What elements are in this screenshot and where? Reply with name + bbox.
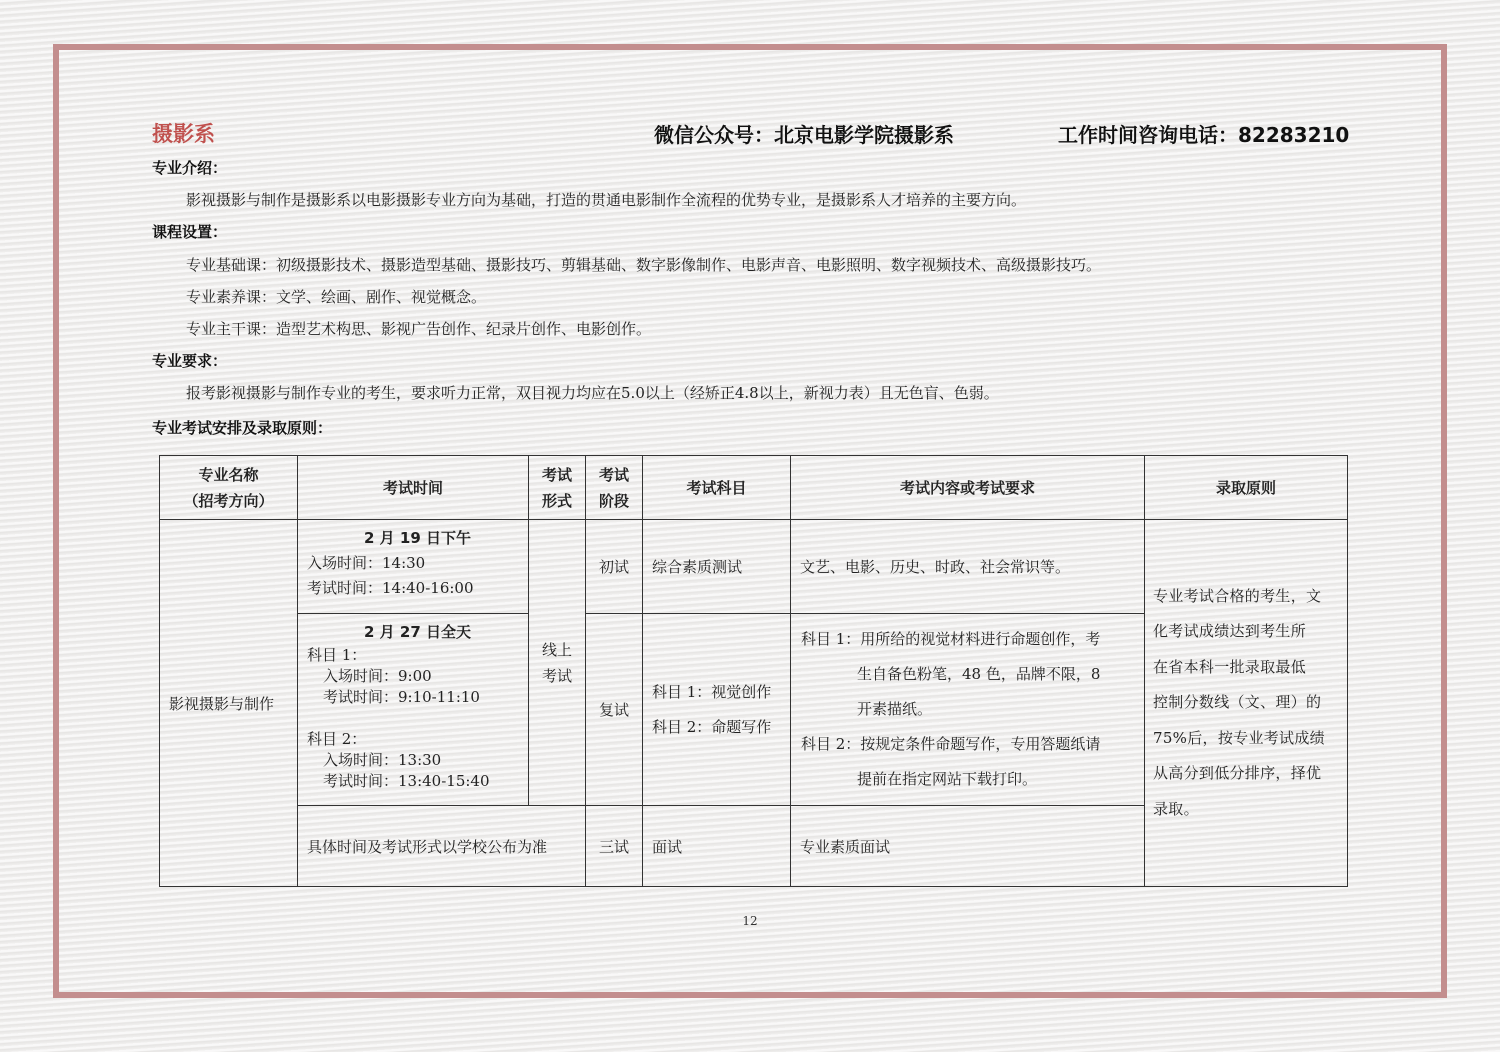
round2-content: 科目 1：用所给的视觉材料进行命题创作，考 生自备色粉笔，48 色，品牌不限，8 开素描纸。 科目 2：按规定条件命题写作，专用答题纸请 提前在指定网站下载打印。 — [791, 614, 1145, 806]
header-content: 考试内容或考试要求 — [791, 456, 1145, 520]
round1-stage: 初试 — [586, 520, 643, 614]
courses-heading: 课程设置： — [152, 223, 228, 241]
round1-time — [298, 520, 529, 614]
round2-subject1-exam: 考试时间：9:10-11:10 — [323, 688, 480, 706]
courses-basic: 专业基础课：初级摄影技术、摄影造型基础、摄影技巧、剪辑基础、数字影像制作、电影声音、电影照明、数字视频技术、高级摄影技巧。 — [186, 256, 1102, 274]
round1-entry: 入场时间：14:30 — [307, 554, 426, 572]
round1-subject: 综合素质测试 — [643, 520, 791, 614]
courses-literacy: 专业素养课：文学、绘画、剧作、视觉概念。 — [186, 288, 487, 306]
round3-subject: 面试 — [643, 806, 791, 887]
header-time: 考试时间 — [298, 456, 529, 520]
round2-subject2-exam: 考试时间：13:40-15:40 — [323, 772, 490, 790]
wechat-account: 微信公众号：北京电影学院摄影系 — [654, 123, 954, 147]
table-row-round1 — [160, 520, 1348, 614]
round3-time-note: 具体时间及考试形式以学校公布为准 — [298, 806, 586, 887]
round2-subject1-label: 科目 1： — [307, 646, 367, 664]
round3-content: 专业素质面试 — [791, 806, 1145, 887]
round2-stage: 复试 — [586, 614, 643, 806]
round1-exam-time: 考试时间：14:40-16:00 — [307, 579, 474, 597]
header-stage: 考试 阶段 — [586, 456, 643, 520]
page-number: 12 — [742, 914, 758, 928]
exam-table — [159, 455, 1348, 887]
consult-phone: 工作时间咨询电话：82283210 — [1058, 123, 1350, 147]
round2-date: 2 月 27 日全天 — [364, 623, 471, 641]
requirements-text: 报考影视摄影与制作专业的考生，要求听力正常，双目视力均应在5.0以上（经矫正4.8以上，新视力表）且无色盲、色弱。 — [186, 384, 999, 402]
round2-subjects: 科目 1：视觉创作 科目 2：命题写作 — [643, 614, 791, 806]
exam-heading: 专业考试安排及录取原则： — [152, 419, 333, 437]
header-subject: 考试科目 — [643, 456, 791, 520]
header-major: 专业名称 （招考方向） — [160, 456, 298, 520]
round2-subject2-entry: 入场时间：13:30 — [323, 751, 442, 769]
round2-time — [298, 614, 529, 806]
courses-core: 专业主干课：造型艺术构思、影视广告创作、纪录片创作、电影创作。 — [186, 320, 652, 338]
round3-stage: 三试 — [586, 806, 643, 887]
round1-content: 文艺、电影、历史、时政、社会常识等。 — [791, 520, 1145, 614]
department-title: 摄影系 — [152, 122, 215, 146]
header-form: 考试 形式 — [529, 456, 586, 520]
table-header-row — [160, 456, 1348, 520]
admission-principle: 专业考试合格的考生，文 化考试成绩达到考生所 在省本科一批录取最低 控制分数线（文、理）的 75%后，按专业考试成绩 从高分到低分排序，择优 录取。 — [1145, 520, 1348, 887]
header-principle: 录取原则 — [1145, 456, 1348, 520]
round2-subject2-label: 科目 2： — [307, 730, 367, 748]
major-name: 影视摄影与制作 — [160, 520, 298, 887]
intro-text: 影视摄影与制作是摄影系以电影摄影专业方向为基础，打造的贯通电影制作全流程的优势专业，是摄影系人才培养的主要方向。 — [186, 191, 1027, 209]
exam-form: 线上 考试 — [529, 520, 586, 806]
round2-subject1-entry: 入场时间：9:00 — [323, 667, 432, 685]
intro-heading: 专业介绍： — [152, 159, 228, 177]
requirements-heading: 专业要求： — [152, 352, 228, 370]
round1-date: 2 月 19 日下午 — [364, 529, 471, 547]
